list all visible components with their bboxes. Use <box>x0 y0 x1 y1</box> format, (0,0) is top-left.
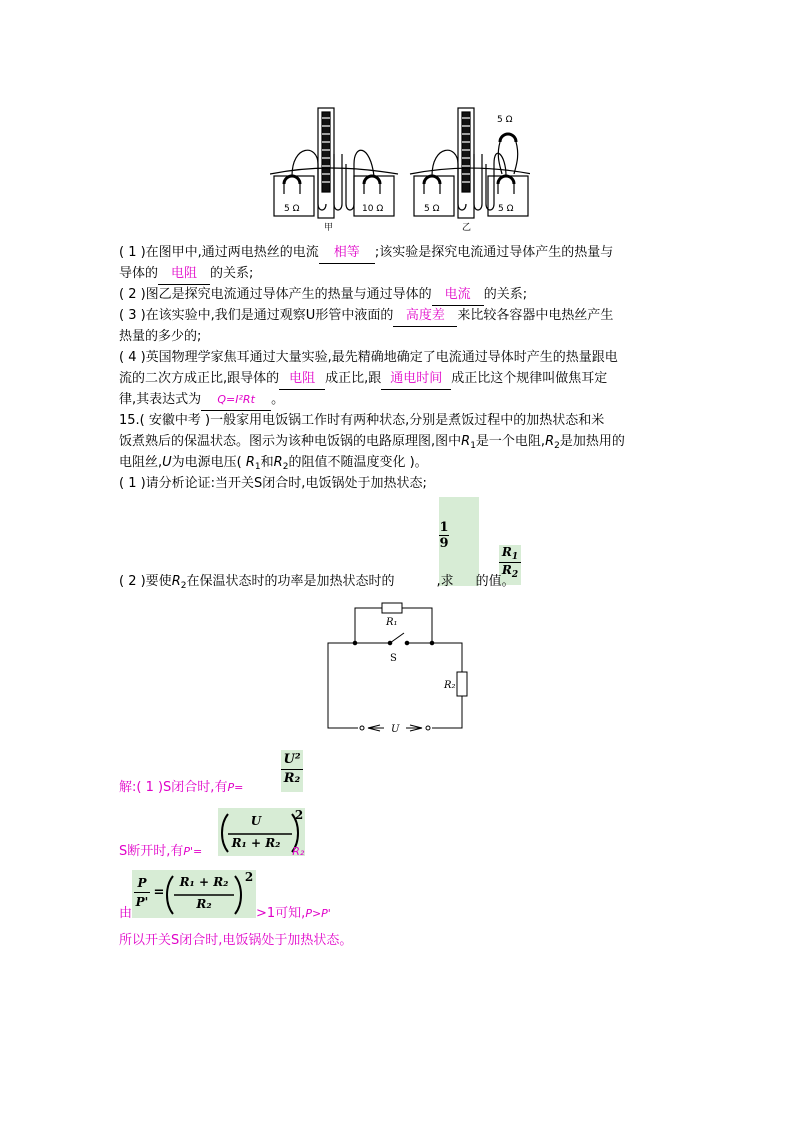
frac-r1r2-num: $R_1$ <box>501 545 519 562</box>
f2-num: U <box>250 814 262 828</box>
label-yi-r2: 5 Ω <box>498 204 514 214</box>
q15-line2-prefix: 饭煮熟后的保温状态。图示为该种电饭锅的电路原理图,图中 <box>119 434 462 449</box>
q3-line2 <box>119 327 201 347</box>
switch-s <box>390 633 404 643</box>
frac-r1r2-den: $R_2$ <box>499 562 521 580</box>
q15-part1-text: ( 1 )请分析论证:当开关S闭合时,电饭锅处于加热状态; <box>119 476 427 491</box>
q2-suffix: 的关系; <box>483 287 528 302</box>
q15-part2 <box>119 572 515 596</box>
caption-jia: 甲 <box>324 223 334 233</box>
q15-line2-mid: 是一个电阻, <box>475 434 546 449</box>
q2-line <box>119 285 527 306</box>
frac-one-ninth-den: 9 <box>439 536 449 551</box>
resistor-r2 <box>457 672 467 696</box>
q4-line3-prefix: 律,其表达式为 <box>119 392 202 407</box>
experiment-jia <box>270 108 398 218</box>
q15-line3-and: 和 <box>260 455 274 470</box>
label-r2: R₂ <box>444 680 456 691</box>
joule-experiment-figure <box>270 104 530 234</box>
q4-line1 <box>119 348 618 368</box>
q1-line2 <box>119 264 253 285</box>
q15-part2-mid: 在保温状态时的功率是加热状态时的 <box>186 574 395 589</box>
q15-part2-ask: ,求 <box>436 574 454 589</box>
f1-den: R₂ <box>281 769 303 788</box>
q1-line2-prefix: 导体的 <box>119 266 159 281</box>
solution-line2-p: P'= <box>183 845 203 858</box>
f1-num: U² <box>283 752 301 767</box>
f3-eq: = <box>153 885 165 900</box>
f3-exp: 2 <box>244 870 254 884</box>
q3-suffix: 来比较各容器中电热丝产生 <box>457 308 614 323</box>
q1-suffix: 的关系; <box>210 266 254 281</box>
q4-line2 <box>119 369 607 390</box>
q15-line1 <box>119 411 604 431</box>
q4-answer1: 电阻 <box>279 369 325 390</box>
q4-line1-text: ( 4 )英国物理学家焦耳通过大量实验,最先精确地确定了电流通过导体时产生的热量跟电 <box>119 350 618 365</box>
q3-line2-text: 热量的多少的; <box>119 329 202 344</box>
q4-line3-suffix: 。 <box>271 392 285 407</box>
q15-r2-sub: 2 <box>554 441 560 451</box>
f2-exp: 2 <box>294 808 304 822</box>
label-u: U <box>391 724 400 735</box>
solution-line1 <box>119 778 243 798</box>
q15-part1 <box>119 474 427 494</box>
frac-one-ninth-num: 1 <box>439 520 449 535</box>
solution-line2-prefix: S断开时,有 <box>119 844 184 859</box>
caption-yi: 乙 <box>462 223 472 233</box>
q15-line3-prefix: 电阻丝, <box>119 455 163 470</box>
q15-part2-suffix: 的值。 <box>475 574 515 589</box>
q15-line3-r2-sub: 2 <box>282 462 289 472</box>
f2-den: R₁ + R₂ <box>231 836 281 850</box>
label-r1: R₁ <box>386 617 398 628</box>
solution-line1-p: P= <box>227 781 244 794</box>
label-s: S <box>390 653 397 664</box>
q15-part2-prefix: ( 2 )要使 <box>119 574 172 589</box>
solution-line3-suffix: >1可知, <box>256 906 306 921</box>
q4-line3 <box>119 390 284 411</box>
fraction-one-ninth <box>439 520 449 551</box>
q1-mid: ;该实验是探究电流通过导体产生的热量与 <box>374 245 614 260</box>
label-yi-r-top: 5 Ω <box>497 115 513 125</box>
label-yi-r1: 5 Ω <box>424 204 440 214</box>
q4-answer3: Q=I²Rt <box>201 390 271 411</box>
q1-prefix: ( 1 )在图甲中,通过两电热丝的电流 <box>119 245 319 260</box>
rice-cooker-circuit <box>320 595 470 740</box>
f3-lhs-num: P <box>137 876 147 890</box>
q15-line3-r1-sub: 1 <box>254 462 261 472</box>
q4-line2-mid: 成正比,跟 <box>325 371 382 386</box>
q15-line2-suffix: 是加热用的 <box>559 434 625 449</box>
q3-line1 <box>119 306 613 327</box>
solution-line4-text: 所以开关S闭合时,电饭锅处于加热状态。 <box>119 933 353 948</box>
solution-line1-prefix: 解:( 1 )S闭合时,有 <box>119 780 228 795</box>
q15-part2-r2: R <box>171 574 181 589</box>
q15-u: U <box>162 455 172 470</box>
q15-part2-r2-sub: 2 <box>180 581 187 591</box>
solution-line3-prefix: 由 <box>119 906 133 921</box>
f3-rhs-den: R₂ <box>196 897 212 911</box>
label-jia-r1: 5 Ω <box>284 204 300 214</box>
formula-u2-over-r2 <box>281 751 303 788</box>
q2-prefix: ( 2 )图乙是探究电流通过导体产生的热量与通过导体的 <box>119 287 432 302</box>
solution-line3-result: P>P' <box>305 907 331 920</box>
solution-line4 <box>119 931 352 951</box>
solution-line3 <box>119 904 331 924</box>
q15-r2: R <box>545 434 555 449</box>
q3-prefix: ( 3 )在该实验中,我们是通过观察U形管中液面的 <box>119 308 394 323</box>
q15-line3-r2: R <box>273 455 283 470</box>
q4-line2-suffix: 成正比这个规律叫做焦耳定 <box>451 371 608 386</box>
q1-line1 <box>119 243 613 264</box>
q3-answer: 高度差 <box>393 306 457 327</box>
q15-line3-r1: R <box>245 455 255 470</box>
label-jia-r2: 10 Ω <box>362 204 384 214</box>
q15-r1-sub: 1 <box>470 441 476 451</box>
q1-answer2: 电阻 <box>158 264 210 285</box>
q15-line3-suffix: 的阻值不随温度变化 )。 <box>288 455 428 470</box>
resistor-r1 <box>382 603 402 613</box>
q4-answer2: 通电时间 <box>381 369 451 390</box>
solution-line2 <box>119 842 304 862</box>
q2-answer: 电流 <box>432 285 484 306</box>
q1-answer1: 相等 <box>319 243 375 264</box>
q4-line2-prefix: 流的二次方成正比,跟导体的 <box>119 371 280 386</box>
q15-r1: R <box>461 434 471 449</box>
q15-line3-mid: 为电源电压( <box>171 455 246 470</box>
f3-lhs-den: P' <box>134 892 150 911</box>
q15-line1-text: 15.( 安徽中考 )一般家用电饭锅工作时有两种状态,分别是煮饭过程中的加热状态和米 <box>119 413 605 428</box>
f3-rhs-num: R₁ + R₂ <box>179 875 229 889</box>
solution-line2-r2: R₂ <box>292 845 305 858</box>
